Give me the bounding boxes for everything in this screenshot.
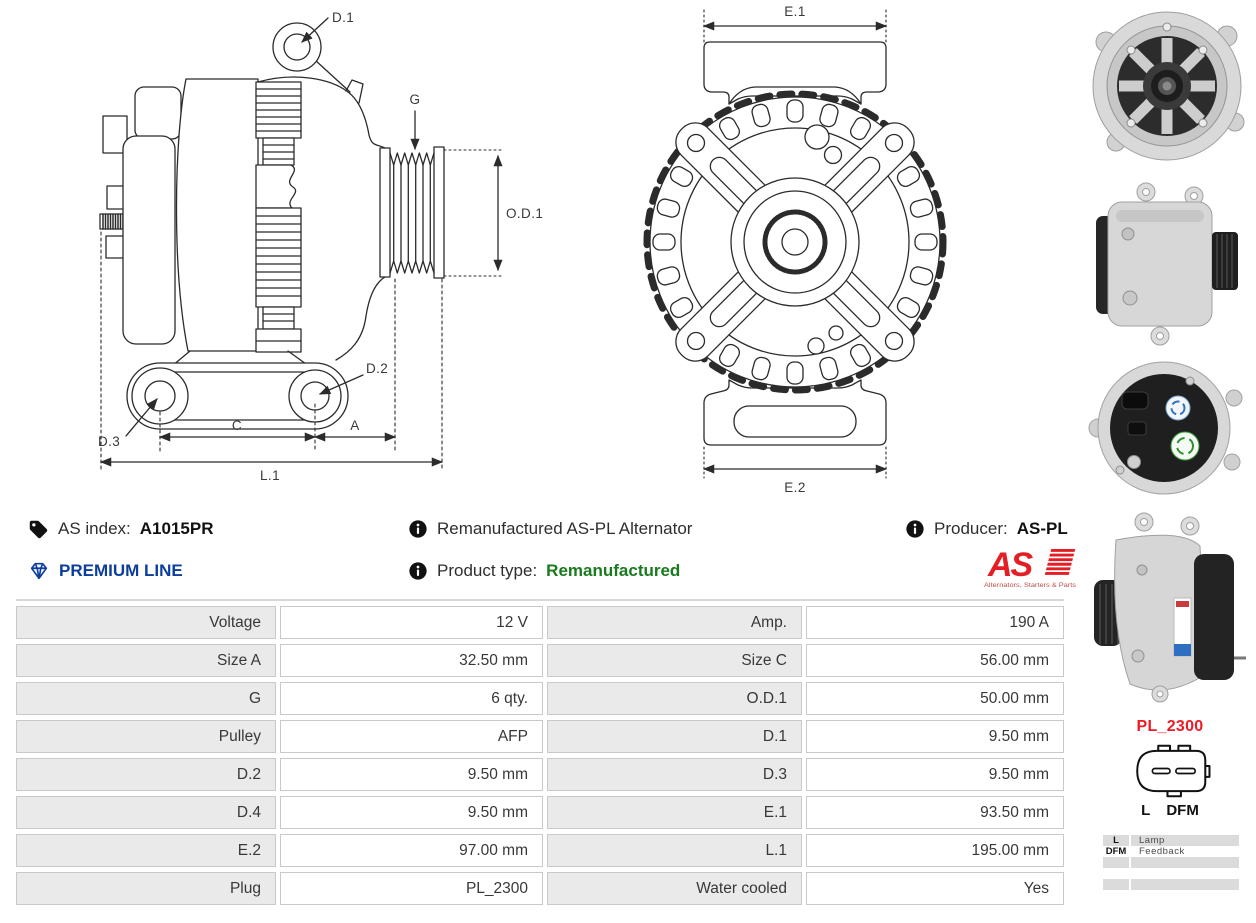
- premium-line-row: [28, 558, 183, 584]
- info-icon: [905, 519, 925, 539]
- product-type-row: [408, 558, 680, 584]
- spec-label: Voltage: [16, 606, 276, 639]
- legend-empty-cell: [1131, 857, 1239, 868]
- info-icon: [408, 561, 428, 581]
- product-photo-front: [1086, 2, 1248, 168]
- spec-label: D.3: [547, 758, 802, 791]
- info-icon: [408, 519, 428, 539]
- spec-value: 50.00 mm: [806, 682, 1064, 715]
- spec-label: G: [16, 682, 276, 715]
- spec-label: O.D.1: [547, 682, 802, 715]
- spec-value: 32.50 mm: [280, 644, 543, 677]
- spec-label: D.1: [547, 720, 802, 753]
- spec-table: [16, 606, 1064, 905]
- spec-label: Pulley: [16, 720, 276, 753]
- dim-label-d2: D.2: [366, 361, 389, 376]
- tag-icon: [28, 519, 49, 540]
- dim-label-e2: E.2: [784, 480, 806, 495]
- spec-label: E.1: [547, 796, 802, 829]
- spec-value: Yes: [806, 872, 1064, 905]
- dim-label-g: G: [409, 92, 421, 107]
- spec-value: 9.50 mm: [806, 720, 1064, 753]
- product-photo-rear: [1086, 358, 1248, 504]
- spec-label: Amp.: [547, 606, 802, 639]
- as-index-row: [28, 516, 213, 542]
- dim-label-e1: E.1: [784, 4, 806, 19]
- spec-label: Size A: [16, 644, 276, 677]
- spec-value: 195.00 mm: [806, 834, 1064, 867]
- plug-legend-table: [1103, 835, 1243, 890]
- plug-connector-drawing: [1128, 742, 1212, 800]
- dim-label-od1: O.D.1: [506, 206, 544, 221]
- spec-value: 56.00 mm: [806, 644, 1064, 677]
- product-photo-side: [1086, 170, 1248, 356]
- spec-value: 190 A: [806, 606, 1064, 639]
- dim-label-c: C: [231, 418, 243, 433]
- description-row: [408, 516, 692, 542]
- spec-value: 97.00 mm: [280, 834, 543, 867]
- as-index-label: AS index:: [58, 519, 131, 538]
- pin-label-l: L: [1141, 802, 1151, 819]
- dim-label-l1: L.1: [260, 468, 280, 483]
- legend-empty-cell: [1103, 879, 1129, 890]
- front-view-technical-drawing: [630, 0, 960, 500]
- spec-label: Size C: [547, 644, 802, 677]
- producer-row: [905, 516, 1068, 542]
- dim-label-d3: D.3: [98, 434, 121, 449]
- spec-value: 9.50 mm: [280, 758, 543, 791]
- spec-label: D.4: [16, 796, 276, 829]
- spec-value: 9.50 mm: [806, 758, 1064, 791]
- spec-label: L.1: [547, 834, 802, 867]
- description-text: Remanufactured AS-PL Alternator: [437, 519, 693, 538]
- side-view-technical-drawing: [78, 0, 568, 500]
- diamond-icon: [28, 560, 50, 582]
- product-type-label: Product type:: [437, 561, 538, 580]
- table-top-rule: [16, 599, 1064, 601]
- plug-panel: [1097, 718, 1243, 890]
- product-photo-column: [1086, 2, 1250, 712]
- as-pl-brand-logo: [982, 546, 1078, 590]
- spec-value: 12 V: [280, 606, 543, 639]
- spec-label: E.2: [16, 834, 276, 867]
- legend-empty-cell: [1131, 879, 1239, 890]
- legend-empty-cell: [1131, 868, 1239, 879]
- brand-logo-text: AS: [988, 546, 1032, 584]
- legend-desc: Feedback: [1131, 846, 1239, 857]
- legend-empty-cell: [1103, 868, 1129, 879]
- legend-key: L: [1103, 835, 1129, 846]
- plug-title: PL_2300: [1136, 718, 1204, 735]
- spec-value: 6 qty.: [280, 682, 543, 715]
- producer-value: AS-PL: [1016, 519, 1068, 538]
- brand-logo-tagline: Alternators, Starters & Parts: [984, 582, 1077, 589]
- dim-label-d1: D.1: [332, 10, 355, 25]
- dim-label-a: A: [350, 418, 360, 433]
- plug-pin-labels: [1097, 802, 1243, 819]
- spec-value: AFP: [280, 720, 543, 753]
- legend-key: DFM: [1103, 846, 1129, 857]
- producer-label: Producer:: [934, 519, 1008, 538]
- premium-line-label: PREMIUM LINE: [59, 561, 183, 580]
- spec-value: 9.50 mm: [280, 796, 543, 829]
- spec-value: 93.50 mm: [806, 796, 1064, 829]
- spec-label: Water cooled: [547, 872, 802, 905]
- spec-label: Plug: [16, 872, 276, 905]
- spec-value: PL_2300: [280, 872, 543, 905]
- product-type-value: Remanufactured: [546, 561, 681, 580]
- pin-label-dfm: DFM: [1166, 802, 1199, 819]
- product-photo-angle: [1086, 506, 1248, 712]
- spec-label: D.2: [16, 758, 276, 791]
- legend-desc: Lamp: [1131, 835, 1239, 846]
- as-index-value: A1015PR: [139, 519, 214, 538]
- legend-empty-cell: [1103, 857, 1129, 868]
